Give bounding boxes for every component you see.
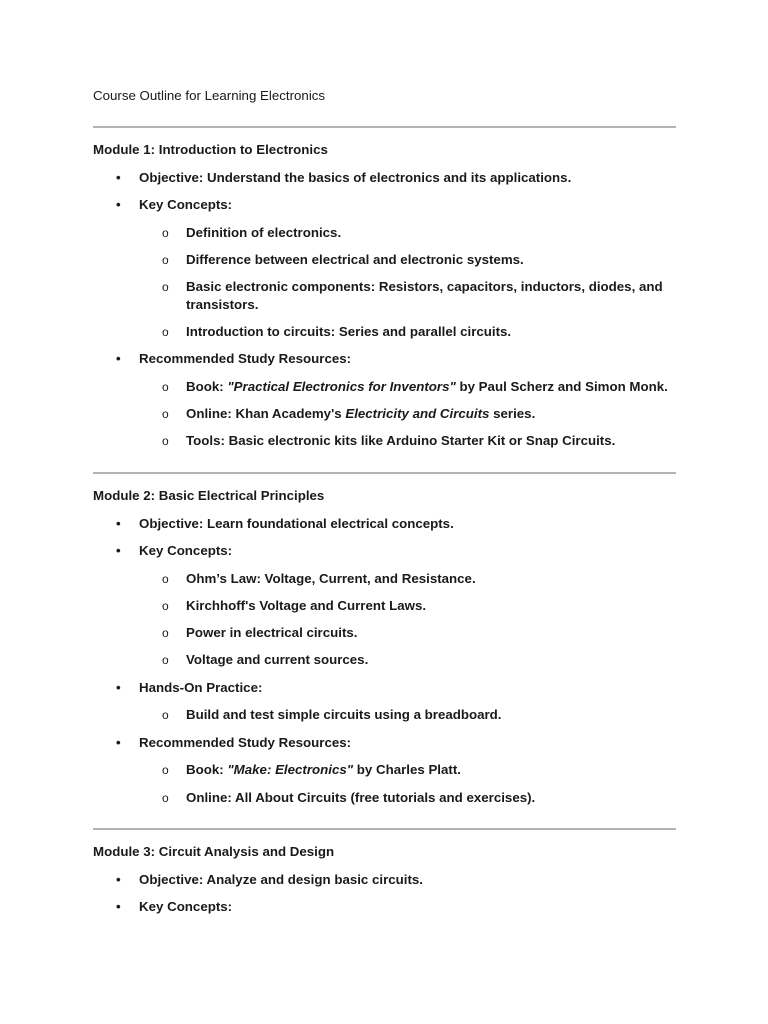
sub-bullet-icon: o: [162, 763, 169, 777]
m2-key-concepts-label: Key Concepts:: [139, 543, 233, 558]
m2-hands-on-text: Build and test simple circuits using a breadboard.: [186, 707, 502, 722]
module-2-heading: Module 2: Basic Electrical Principles: [93, 488, 325, 503]
m1-kc-text: Introduction to circuits: Series and parallel circuits.: [186, 324, 512, 339]
bullet-icon: •: [116, 735, 121, 750]
divider: [93, 472, 676, 474]
bullet-icon: •: [116, 543, 121, 558]
sub-bullet-icon: o: [162, 380, 169, 394]
m1-resource-online-text: Online: Khan Academy's Electricity and Circuits series.: [186, 406, 536, 421]
bullet-icon: •: [116, 351, 121, 366]
m2-kc-text: Ohm’s Law: Voltage, Current, and Resistance.: [186, 571, 476, 586]
module-3-heading: Module 3: Circuit Analysis and Design: [93, 844, 335, 859]
sub-bullet-icon: o: [162, 653, 169, 667]
series-title: Electricity and Circuits: [345, 406, 490, 421]
m2-hands-on-label: Hands-On Practice:: [139, 680, 263, 695]
bullet-icon: •: [116, 680, 121, 695]
sub-bullet-icon: o: [162, 791, 169, 805]
m2-kc-text: Voltage and current sources.: [186, 652, 369, 667]
sub-bullet-icon: o: [162, 253, 169, 267]
m2-kc-text: Power in electrical circuits.: [186, 625, 358, 640]
sub-bullet-icon: o: [162, 708, 169, 722]
document-title: Course Outline for Learning Electronics: [93, 88, 326, 103]
bullet-icon: •: [116, 872, 121, 887]
sub-bullet-icon: o: [162, 325, 169, 339]
m2-objective: Objective: Learn foundational electrical concepts.: [139, 516, 454, 531]
bullet-icon: •: [116, 170, 121, 185]
m2-resource-online-text: Online: All About Circuits (free tutorials and exercises).: [186, 790, 536, 805]
sub-bullet-icon: o: [162, 407, 169, 421]
m3-key-concepts-label: Key Concepts:: [139, 899, 233, 914]
m3-objective: Objective: Analyze and design basic circuits.: [139, 872, 424, 887]
m2-kc-text: Kirchhoff's Voltage and Current Laws.: [186, 598, 427, 613]
bullet-icon: •: [116, 516, 121, 531]
sub-bullet-icon: o: [162, 572, 169, 586]
m1-objective: Objective: Understand the basics of electronics and its applications.: [139, 170, 572, 185]
sub-bullet-icon: o: [162, 626, 169, 640]
m2-resource-book-text: Book: "Make: Electronics" by Charles Platt.: [186, 762, 461, 777]
m1-kc-text: Basic electronic components: Resistors, capacitors, inductors, diodes, and transistors.: [186, 279, 663, 312]
divider: [93, 126, 676, 128]
sub-bullet-icon: o: [162, 280, 169, 294]
m1-kc-text: Definition of electronics.: [186, 225, 342, 240]
m1-key-concepts-label: Key Concepts:: [139, 197, 233, 212]
m1-resource-tools-text: Tools: Basic electronic kits like Arduino Starter Kit or Snap Circuits.: [186, 433, 616, 448]
bullet-icon: •: [116, 899, 121, 914]
sub-bullet-icon: o: [162, 599, 169, 613]
divider: [93, 828, 676, 830]
module-1-heading: Module 1: Introduction to Electronics: [93, 142, 328, 157]
book-title: "Make: Electronics": [227, 762, 354, 777]
book-title: "Practical Electronics for Inventors": [227, 379, 456, 394]
bullet-icon: •: [116, 197, 121, 212]
m1-resource-book-text: Book: "Practical Electronics for Inventors" by Paul Scherz and Simon Monk.: [186, 379, 668, 394]
m1-resources-label: Recommended Study Resources:: [139, 351, 352, 366]
m1-kc-text: Difference between electrical and electronic systems.: [186, 252, 524, 267]
m2-resources-label: Recommended Study Resources:: [139, 735, 352, 750]
sub-bullet-icon: o: [162, 434, 169, 448]
sub-bullet-icon: o: [162, 226, 169, 240]
